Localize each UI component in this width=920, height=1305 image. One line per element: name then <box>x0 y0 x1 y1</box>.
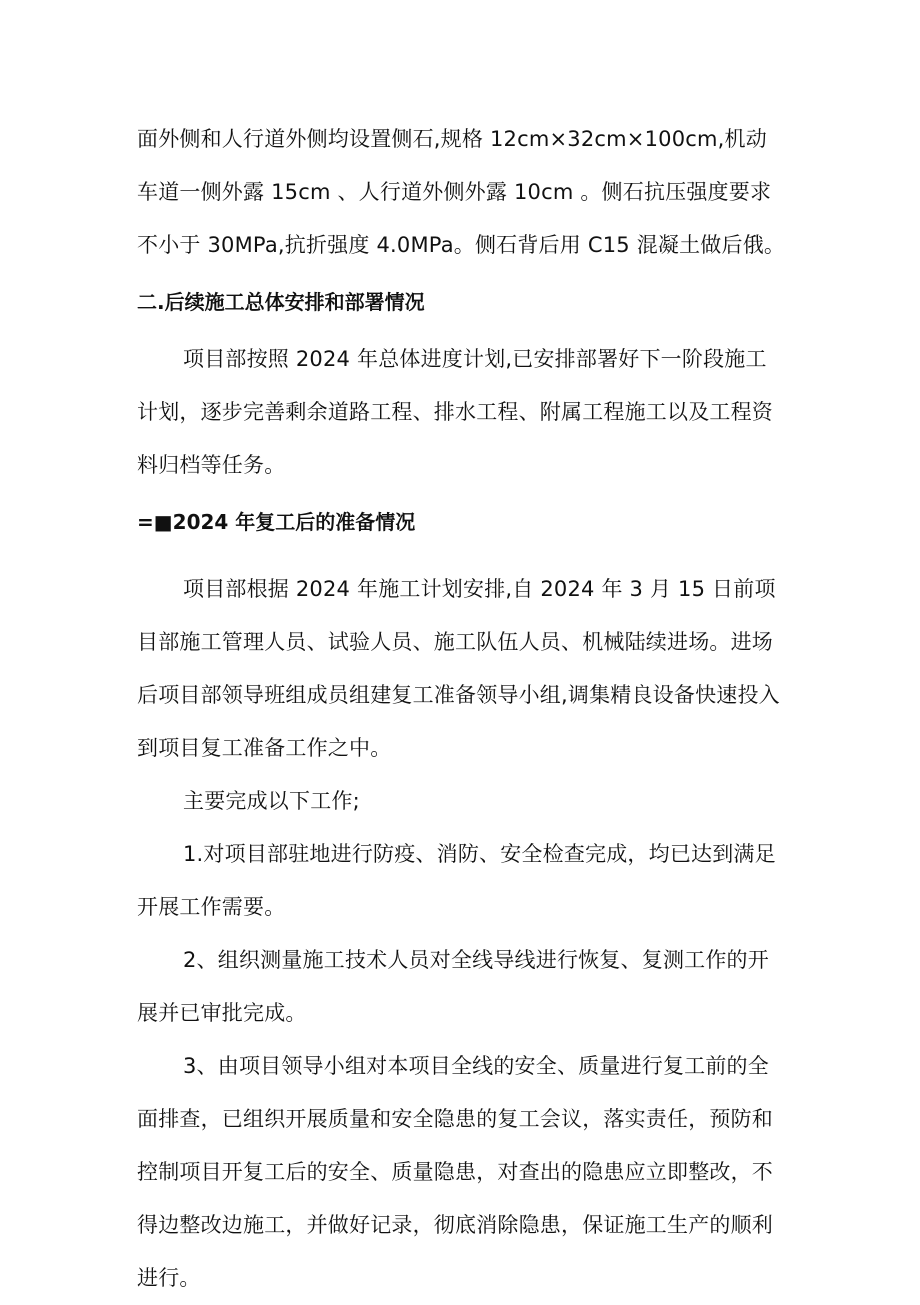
spacer <box>137 549 787 563</box>
paragraph-curb-spec: 面外侧和人行道外侧均设置侧石,规格 12cm×32cm×100cm,机动车道一侧外露 15cm 、人行道外侧外露 10cm 。侧石抗压强度要求不小于 30MPa,抗折强度 4.0MPa。侧石背后用 C15 混凝土做后俄。 <box>137 127 786 257</box>
paragraph-preparation: 项目部根据 2024 年施工计划安排,自 2024 年 3 月 15 日前项目部施工管理人员、试验人员、施工队伍人员、机械陆续进场。进场后项目部领导班组成员组建复工准备领导小组,调集精良设备快速投入到项目复工准备工作之中。 <box>137 577 780 760</box>
section-heading-3: =■2024 年复工后的准备情况 <box>137 510 416 534</box>
list-item-1: 1.对项目部驻地进行防疫、消防、安全检查完成，均已达到满足开展工作需要。 <box>137 842 776 919</box>
list-item-2: 2、组织测量施工技术人员对全线导线进行恢复、复测工作的开展并已审批完成。 <box>137 948 769 1025</box>
document-body <box>137 113 787 1305</box>
paragraph-main-work: 主要完成以下工作; <box>183 789 360 813</box>
section-heading-2: 二.后续施工总体安排和部署情况 <box>137 290 425 314</box>
list-item-3: 3、由项目领导小组对本项目全线的安全、质量进行复工前的全面排查，已组织开展质量和安全隐患的复工会议，落实责任，预防和控制项目开复工后的安全、质量隐患，对查出的隐患应立即整改，不得边整改边施工，并做好记录，彻底消除隐患，保证施工生产的顺利进行。 <box>137 1054 773 1290</box>
paragraph-schedule: 项目部按照 2024 年总体进度计划,已安排部署好下一阶段施工计划，逐步完善剩余道路工程、排水工程、附属工程施工以及工程资料归档等任务。 <box>137 347 773 477</box>
